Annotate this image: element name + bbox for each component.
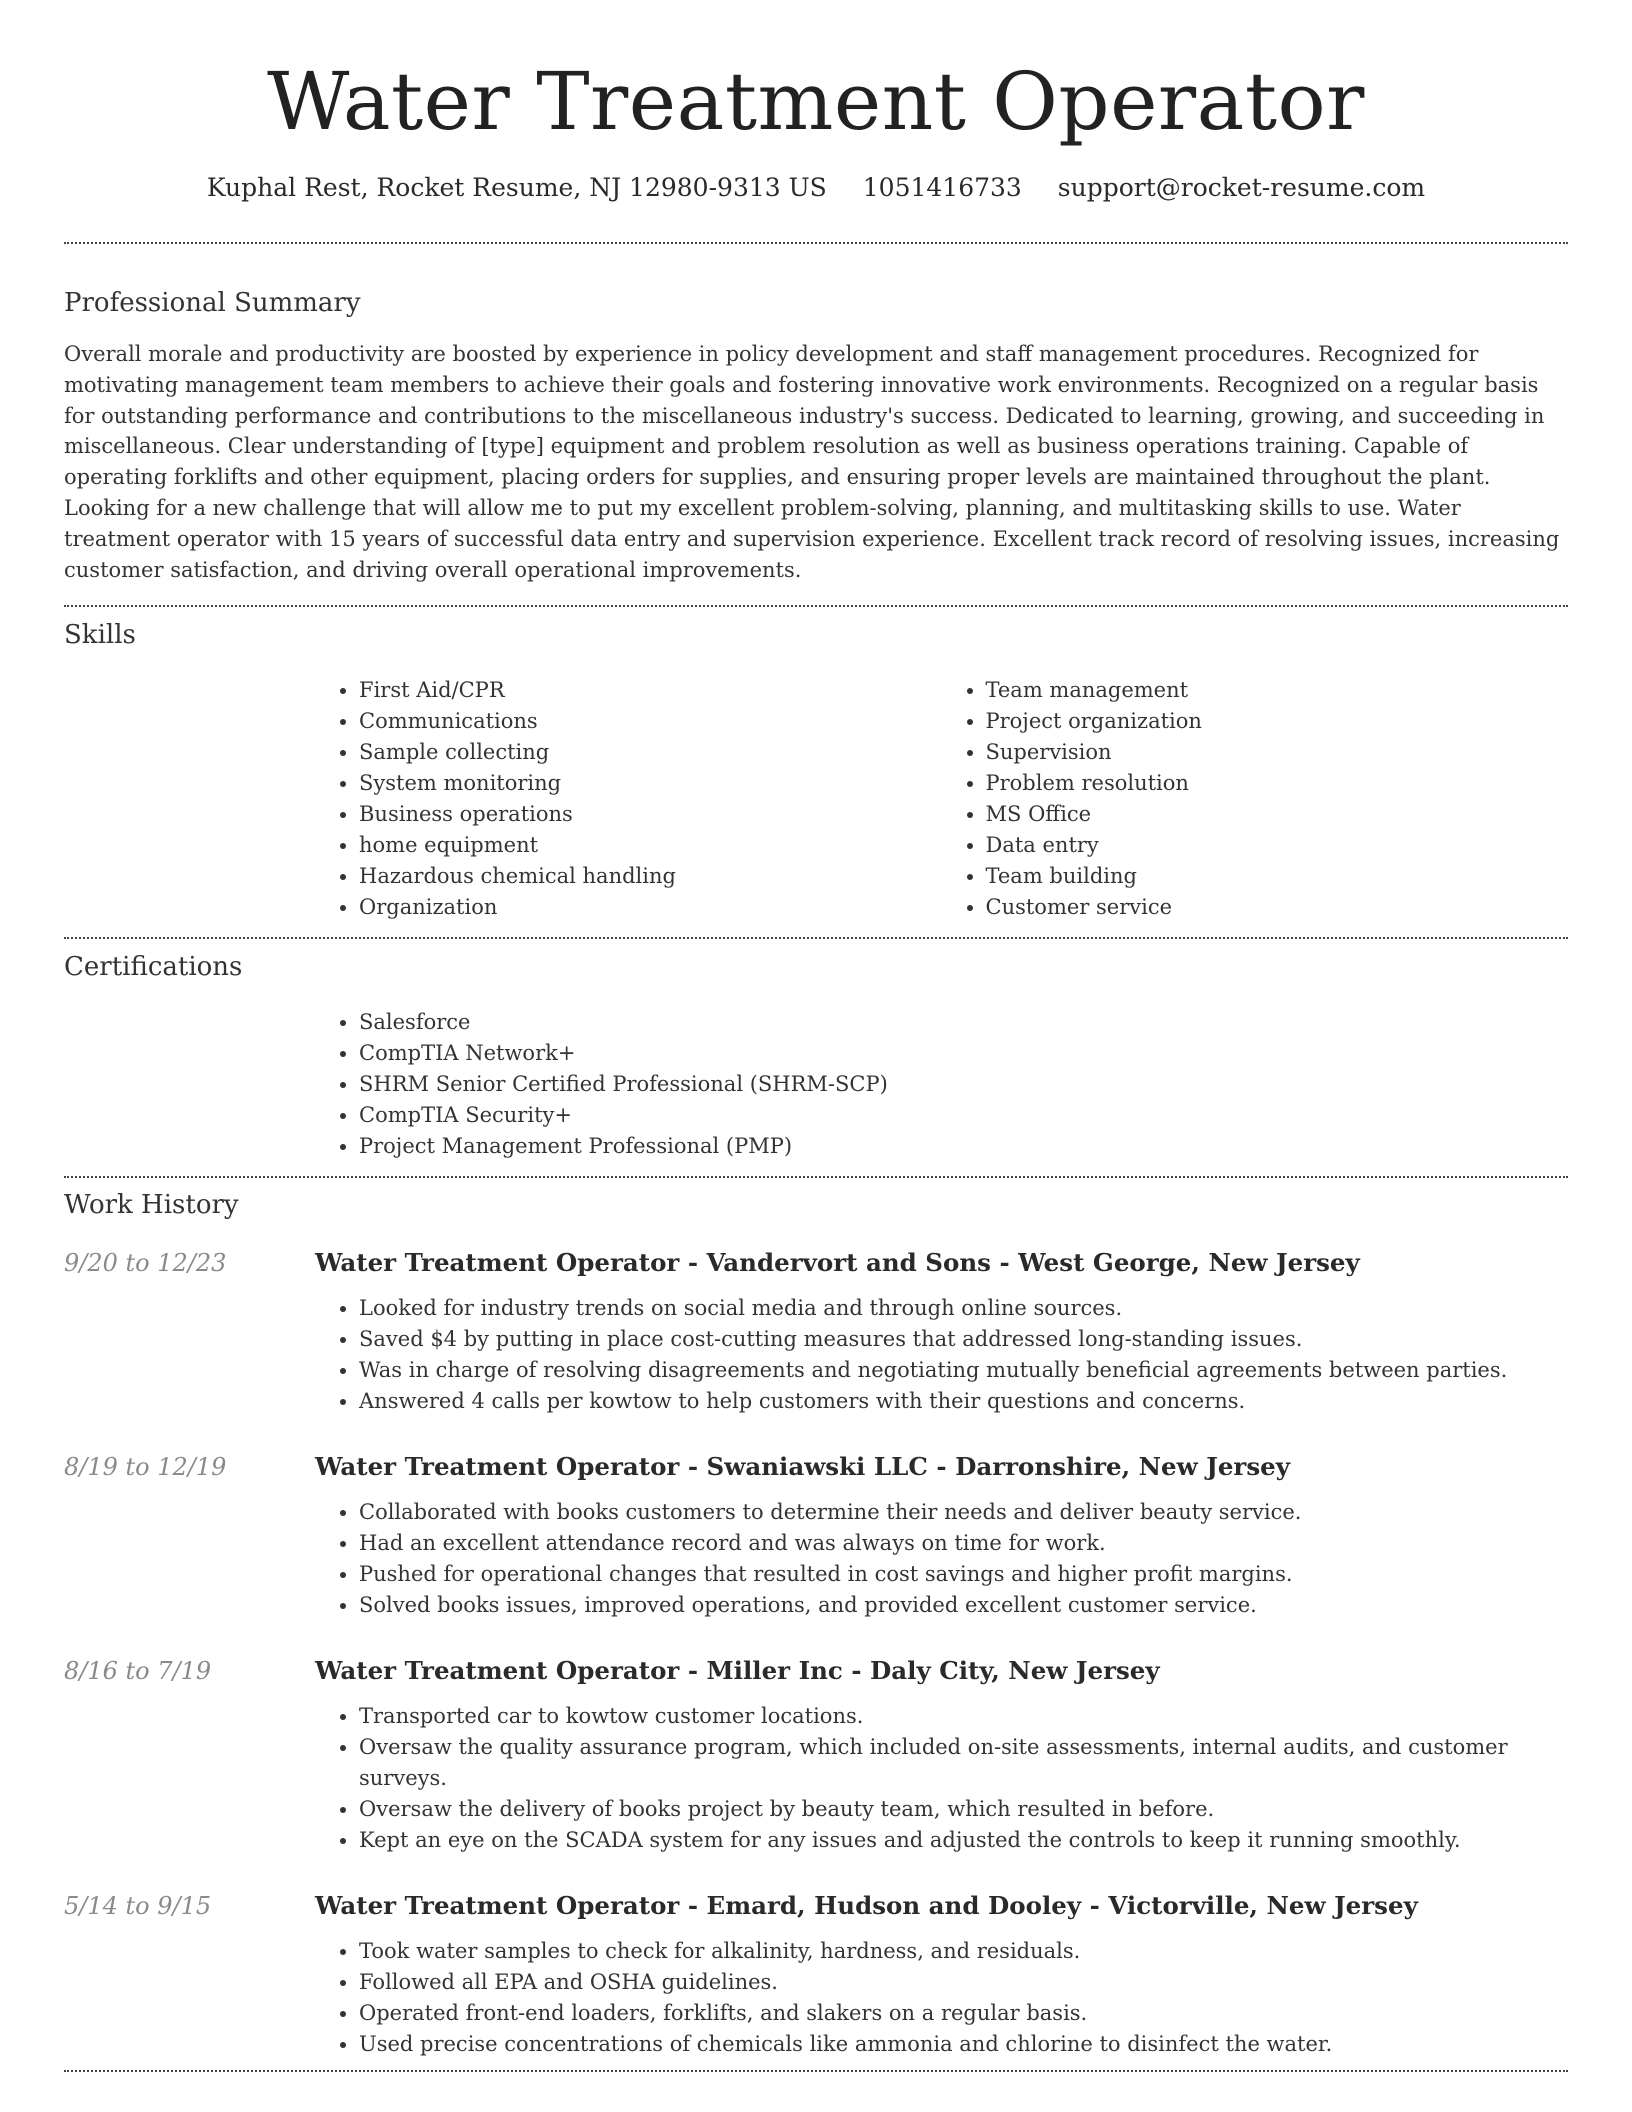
- skill-item: • Communications: [359, 706, 942, 737]
- job-title: Water Treatment Operator - Emard, Hudson and Dooley - Victorville, New Jersey: [315, 1891, 1418, 1921]
- skill-item: • System monitoring: [359, 768, 942, 799]
- skill-item: • Customer service: [986, 892, 1569, 923]
- job-bullet: • Used precise concentrations of chemicals like ammonia and chlorine to disinfect the water.: [359, 2029, 1568, 2060]
- job-body: [315, 1655, 1568, 1856]
- summary-text: Overall morale and productivity are boosted by experience in policy development and staff management procedures. Recognized for motivating management team members to achieve their goals and fostering innovative work environments. Recognized on a regular basis for outstanding performance and contributions to the miscellaneous industry's success. Dedicated to learning, growing, and succeeding in miscellaneous. Clear understanding of [type] equipment and problem resolution as well as business operations training. Capable of operating forklifts and other equipment, placing orders for supplies, and ensuring proper levels are maintained throughout the plant. Looking for a new challenge that will allow me to put my excellent problem-solving, planning, and multitasking skills to use. Water treatment operator with 15 years of successful data entry and supervision experience. Excellent track record of resolving issues, increasing customer satisfaction, and driving overall operational improvements.: [64, 342, 1560, 582]
- job-bullet: • Solved books issues, improved operations, and provided excellent customer service.: [359, 1590, 1568, 1621]
- job-bullet: • Took water samples to check for alkalinity, hardness, and residuals.: [359, 1936, 1568, 1967]
- job-bullet: • Was in charge of resolving disagreements and negotiating mutually beneficial agreements between parties.: [359, 1355, 1568, 1386]
- job-bullet: • Followed all EPA and OSHA guidelines.: [359, 1967, 1568, 1998]
- skills-list-left: [315, 675, 942, 923]
- skill-item: • Supervision: [986, 737, 1569, 768]
- section-divider: [64, 937, 1568, 939]
- job-title: Water Treatment Operator - Vandervort and Sons - West George, New Jersey: [315, 1248, 1360, 1278]
- skill-item: • Problem resolution: [986, 768, 1569, 799]
- job-bullets: [315, 1936, 1568, 2060]
- section-divider: [64, 1176, 1568, 1178]
- work-history-section: [64, 1189, 1568, 2060]
- job-bullet: • Looked for industry trends on social media and through online sources.: [359, 1293, 1568, 1324]
- resume-name: Water Treatment Operator: [267, 55, 1365, 148]
- skill-item: • Team management: [986, 675, 1569, 706]
- job-title: Water Treatment Operator - Miller Inc - Daly City, New Jersey: [315, 1656, 1160, 1686]
- job-title: Water Treatment Operator - Swaniawski LLC - Darronshire, New Jersey: [315, 1452, 1290, 1482]
- job-bullet: • Answered 4 calls per kowtow to help customers with their questions and concerns.: [359, 1386, 1568, 1417]
- job-entry: [64, 1890, 1568, 2060]
- skill-item: • Project organization: [986, 706, 1569, 737]
- job-dates: 9/20 to 12/23: [64, 1249, 227, 1278]
- job-dates: 8/19 to 12/19: [64, 1453, 227, 1482]
- resume-page: [64, 0, 1568, 2072]
- certifications-heading: Certifications: [64, 952, 243, 983]
- job-bullet: • Collaborated with books customers to determine their needs and deliver beauty service.: [359, 1497, 1568, 1528]
- job-bullet: • Oversaw the delivery of books project by beauty team, which resulted in before.: [359, 1794, 1568, 1825]
- skill-item: • MS Office: [986, 799, 1569, 830]
- job-body: [315, 1890, 1568, 2060]
- skills-heading: Skills: [64, 620, 136, 651]
- job-bullet: • Operated front-end loaders, forklifts, and slakers on a regular basis.: [359, 1998, 1568, 2029]
- certification-item: • CompTIA Security+: [359, 1100, 1568, 1131]
- job-bullet: • Saved $4 by putting in place cost-cutting measures that addressed long-standing issues.: [359, 1324, 1568, 1355]
- job-dates: 5/14 to 9/15: [64, 1892, 212, 1921]
- certification-item: • Project Management Professional (PMP): [359, 1131, 1568, 1162]
- skills-grid: [315, 675, 1568, 923]
- job-bullet: • Kept an eye on the SCADA system for any issues and adjusted the controls to keep it running smoothly.: [359, 1825, 1568, 1856]
- skills-section: [64, 619, 1568, 923]
- skill-item: • First Aid/CPR: [359, 675, 942, 706]
- job-entry: [64, 1247, 1568, 1417]
- certification-item: • Salesforce: [359, 1007, 1568, 1038]
- job-bullet: • Pushed for operational changes that resulted in cost savings and higher profit margins.: [359, 1559, 1568, 1590]
- certifications-section: [64, 951, 1568, 1162]
- certification-item: • SHRM Senior Certified Professional (SHRM-SCP): [359, 1069, 1568, 1100]
- skill-item: • home equipment: [359, 830, 942, 861]
- contact-email: support@rocket-resume.com: [1057, 173, 1426, 202]
- summary-section: [64, 287, 1568, 585]
- skill-item: • Business operations: [359, 799, 942, 830]
- skills-list-right: [942, 675, 1569, 923]
- certifications-list-wrap: [315, 1007, 1568, 1162]
- skill-item: • Organization: [359, 892, 942, 923]
- job-bullets: [315, 1497, 1568, 1621]
- job-bullet: • Oversaw the quality assurance program, which included on-site assessments, internal audits, and customer surveys.: [359, 1732, 1568, 1794]
- contact-address: Kuphal Rest, Rocket Resume, NJ 12980-9313 US: [206, 173, 827, 202]
- certification-item: • CompTIA Network+: [359, 1038, 1568, 1069]
- job-body: [315, 1247, 1568, 1417]
- job-bullets: [315, 1701, 1568, 1856]
- job-entry: [64, 1655, 1568, 1856]
- job-body: [315, 1451, 1568, 1621]
- job-bullets: [315, 1293, 1568, 1417]
- skill-item: • Hazardous chemical handling: [359, 861, 942, 892]
- section-divider: [64, 2070, 1568, 2072]
- job-entry: [64, 1451, 1568, 1621]
- contact-phone: 1051416733: [862, 173, 1022, 202]
- certifications-list: [315, 1007, 1568, 1162]
- summary-heading: Professional Summary: [64, 288, 361, 318]
- job-dates: 8/16 to 7/19: [64, 1657, 212, 1686]
- contact-line: [64, 170, 1568, 206]
- job-bullet: • Had an excellent attendance record and was always on time for work.: [359, 1528, 1568, 1559]
- work-history-heading: Work History: [64, 1190, 239, 1221]
- skill-item: • Team building: [986, 861, 1569, 892]
- skill-item: • Data entry: [986, 830, 1569, 861]
- job-bullet: • Transported car to kowtow customer locations.: [359, 1701, 1568, 1732]
- section-divider: [64, 242, 1568, 244]
- section-divider: [64, 605, 1568, 607]
- skill-item: • Sample collecting: [359, 737, 942, 768]
